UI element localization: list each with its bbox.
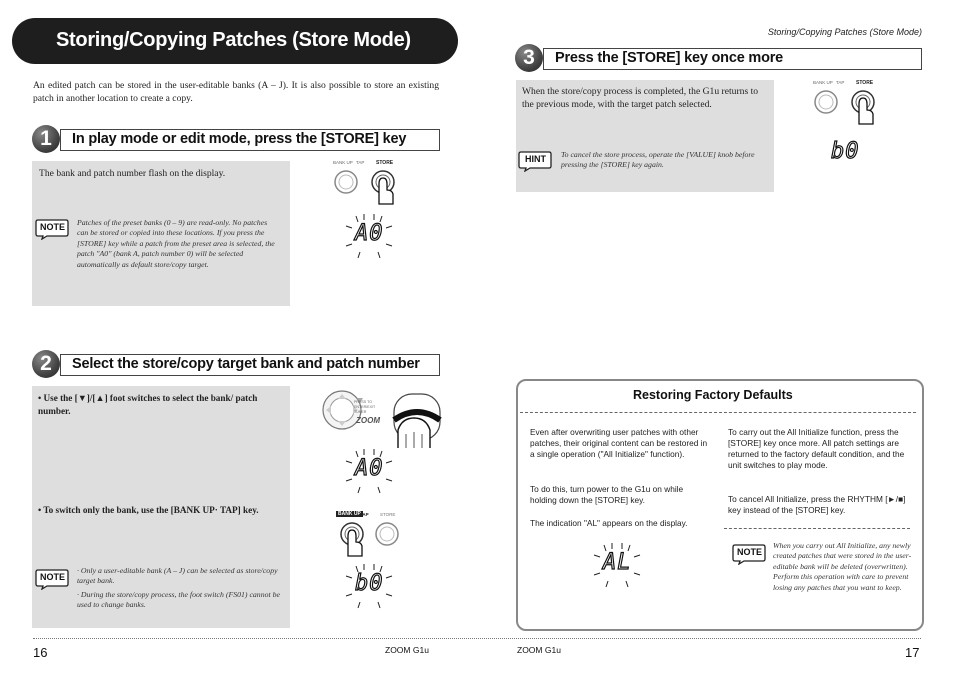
step1-display-value: A0	[355, 221, 384, 246]
step1-keys-illustration	[330, 166, 400, 206]
step2-note1: · Only a user-editable bank (A – J) can be selected as store/copy target bank.	[77, 566, 278, 586]
step2-store-label: STORE	[380, 512, 396, 517]
factory-title: Restoring Factory Defaults	[633, 388, 793, 402]
down-arrow-icon: ▼	[77, 393, 87, 403]
running-head: Storing/Copying Patches (Store Mode)	[767, 27, 922, 37]
step3-keys-illustration	[810, 86, 880, 126]
factory-note-label: NOTE	[736, 547, 762, 557]
right-page-number: 17	[905, 645, 920, 660]
step1-bank-label: BANK UP	[333, 160, 353, 165]
factory-display-value: AL	[603, 550, 632, 575]
step2-bullet2: • To switch only the bank, use the [BANK UP· TAP] key.	[38, 505, 259, 515]
factory-left-p1: Even after overwriting user patches with other patches, their original content can be restored in a single operation ("All Initialize" function).	[530, 427, 708, 459]
step2-title: Select the store/copy target bank and patch number	[72, 356, 420, 372]
step2-note-label: NOTE	[39, 572, 65, 582]
right-footer-model: ZOOM G1u	[517, 645, 561, 655]
step2-keys-illustration	[332, 518, 402, 558]
step3-hint-label: HINT	[525, 154, 546, 164]
factory-left-p2: To do this, turn power to the G1u on while holding down the [STORE] key.	[530, 484, 684, 505]
step2-number: 2	[32, 350, 60, 378]
step1-store-label: STORE	[376, 160, 394, 166]
factory-left-p3: The indication "AL" appears on the display.	[530, 518, 688, 528]
footer-rule	[33, 638, 921, 639]
step2-pedal-illustration	[318, 388, 444, 450]
step2-bullet1: • Use the [▼]/[▲] foot switches to select the bank/ patch number.	[38, 393, 258, 416]
left-footer-model: ZOOM G1u	[385, 645, 429, 655]
left-page-number: 16	[33, 645, 48, 660]
step3-number: 3	[515, 44, 543, 72]
step3-hint: To cancel the store process, operate the [VALUE] knob before pressing the [STORE] key again.	[561, 150, 755, 170]
step3-body: When the store/copy process is completed, the G1u returns to the previous mode, with the target patch selected.	[522, 86, 759, 110]
step2-bank-label: BANK UP	[338, 511, 361, 517]
step2-display2-value: b0	[355, 571, 384, 596]
play-stop-icon: ►/■	[887, 494, 904, 504]
step3-bank-label: BANK UP	[813, 80, 833, 85]
step1-tap-label: TAP	[356, 160, 365, 165]
factory-right-p1: To carry out the All Initialize function, press the [STORE] key once more. All patch settings are returned to the factory default condition, and the unit switches to play mode.	[728, 427, 905, 470]
factory-note: When you carry out All Initialize, any newly created patches that were stored in the user-editable bank will be deleted (overwritten). Perform this operation with care to prevent losing any patches that you want to keep.	[773, 541, 912, 592]
factory-right-p2: To cancel All Initialize, press the RHYTHM [►/■] key instead of the [STORE] key.	[728, 494, 906, 515]
intro-paragraph: An edited patch can be stored in the user-editable banks (A – J). It is also possible to store an existing patch in another location to create a copy.	[33, 80, 439, 104]
step3-tap-label: TAP	[836, 80, 845, 85]
step2-display1-value: A0	[355, 456, 384, 481]
step1-title: In play mode or edit mode, press the [STORE] key	[72, 131, 407, 147]
step3-store-label: STORE	[856, 80, 874, 86]
step3-display-value: b0	[831, 139, 860, 164]
factory-note-separator	[724, 528, 910, 529]
factory-top-separator	[520, 412, 916, 413]
step1-note: Patches of the preset banks (0 – 9) are read-only. No patches can be stored or copied into these locations. If you press the [STORE] key while a patch from the preset area is selected, the patch "A0" (bank A, patch number 0) will be selected automatically as default store/copy target.	[77, 218, 275, 269]
step2-tap-label: TAP	[360, 512, 369, 517]
step2-note2: · During the store/copy process, the foot switch (FS01) cannot be used to change banks.	[77, 590, 280, 610]
step1-body: The bank and patch number flash on the display.	[39, 168, 226, 179]
step2-pedal-text: PRESS TO ENTER/EXIT TUNER	[354, 400, 376, 414]
step1-number: 1	[32, 125, 60, 153]
step3-title: Press the [STORE] key once more	[555, 50, 784, 66]
step2-pedal-brand: ZOOM	[356, 416, 380, 425]
page-title: Storing/Copying Patches (Store Mode)	[56, 29, 411, 51]
step1-note-label: NOTE	[39, 222, 65, 232]
up-arrow-icon: ▲	[95, 393, 105, 403]
